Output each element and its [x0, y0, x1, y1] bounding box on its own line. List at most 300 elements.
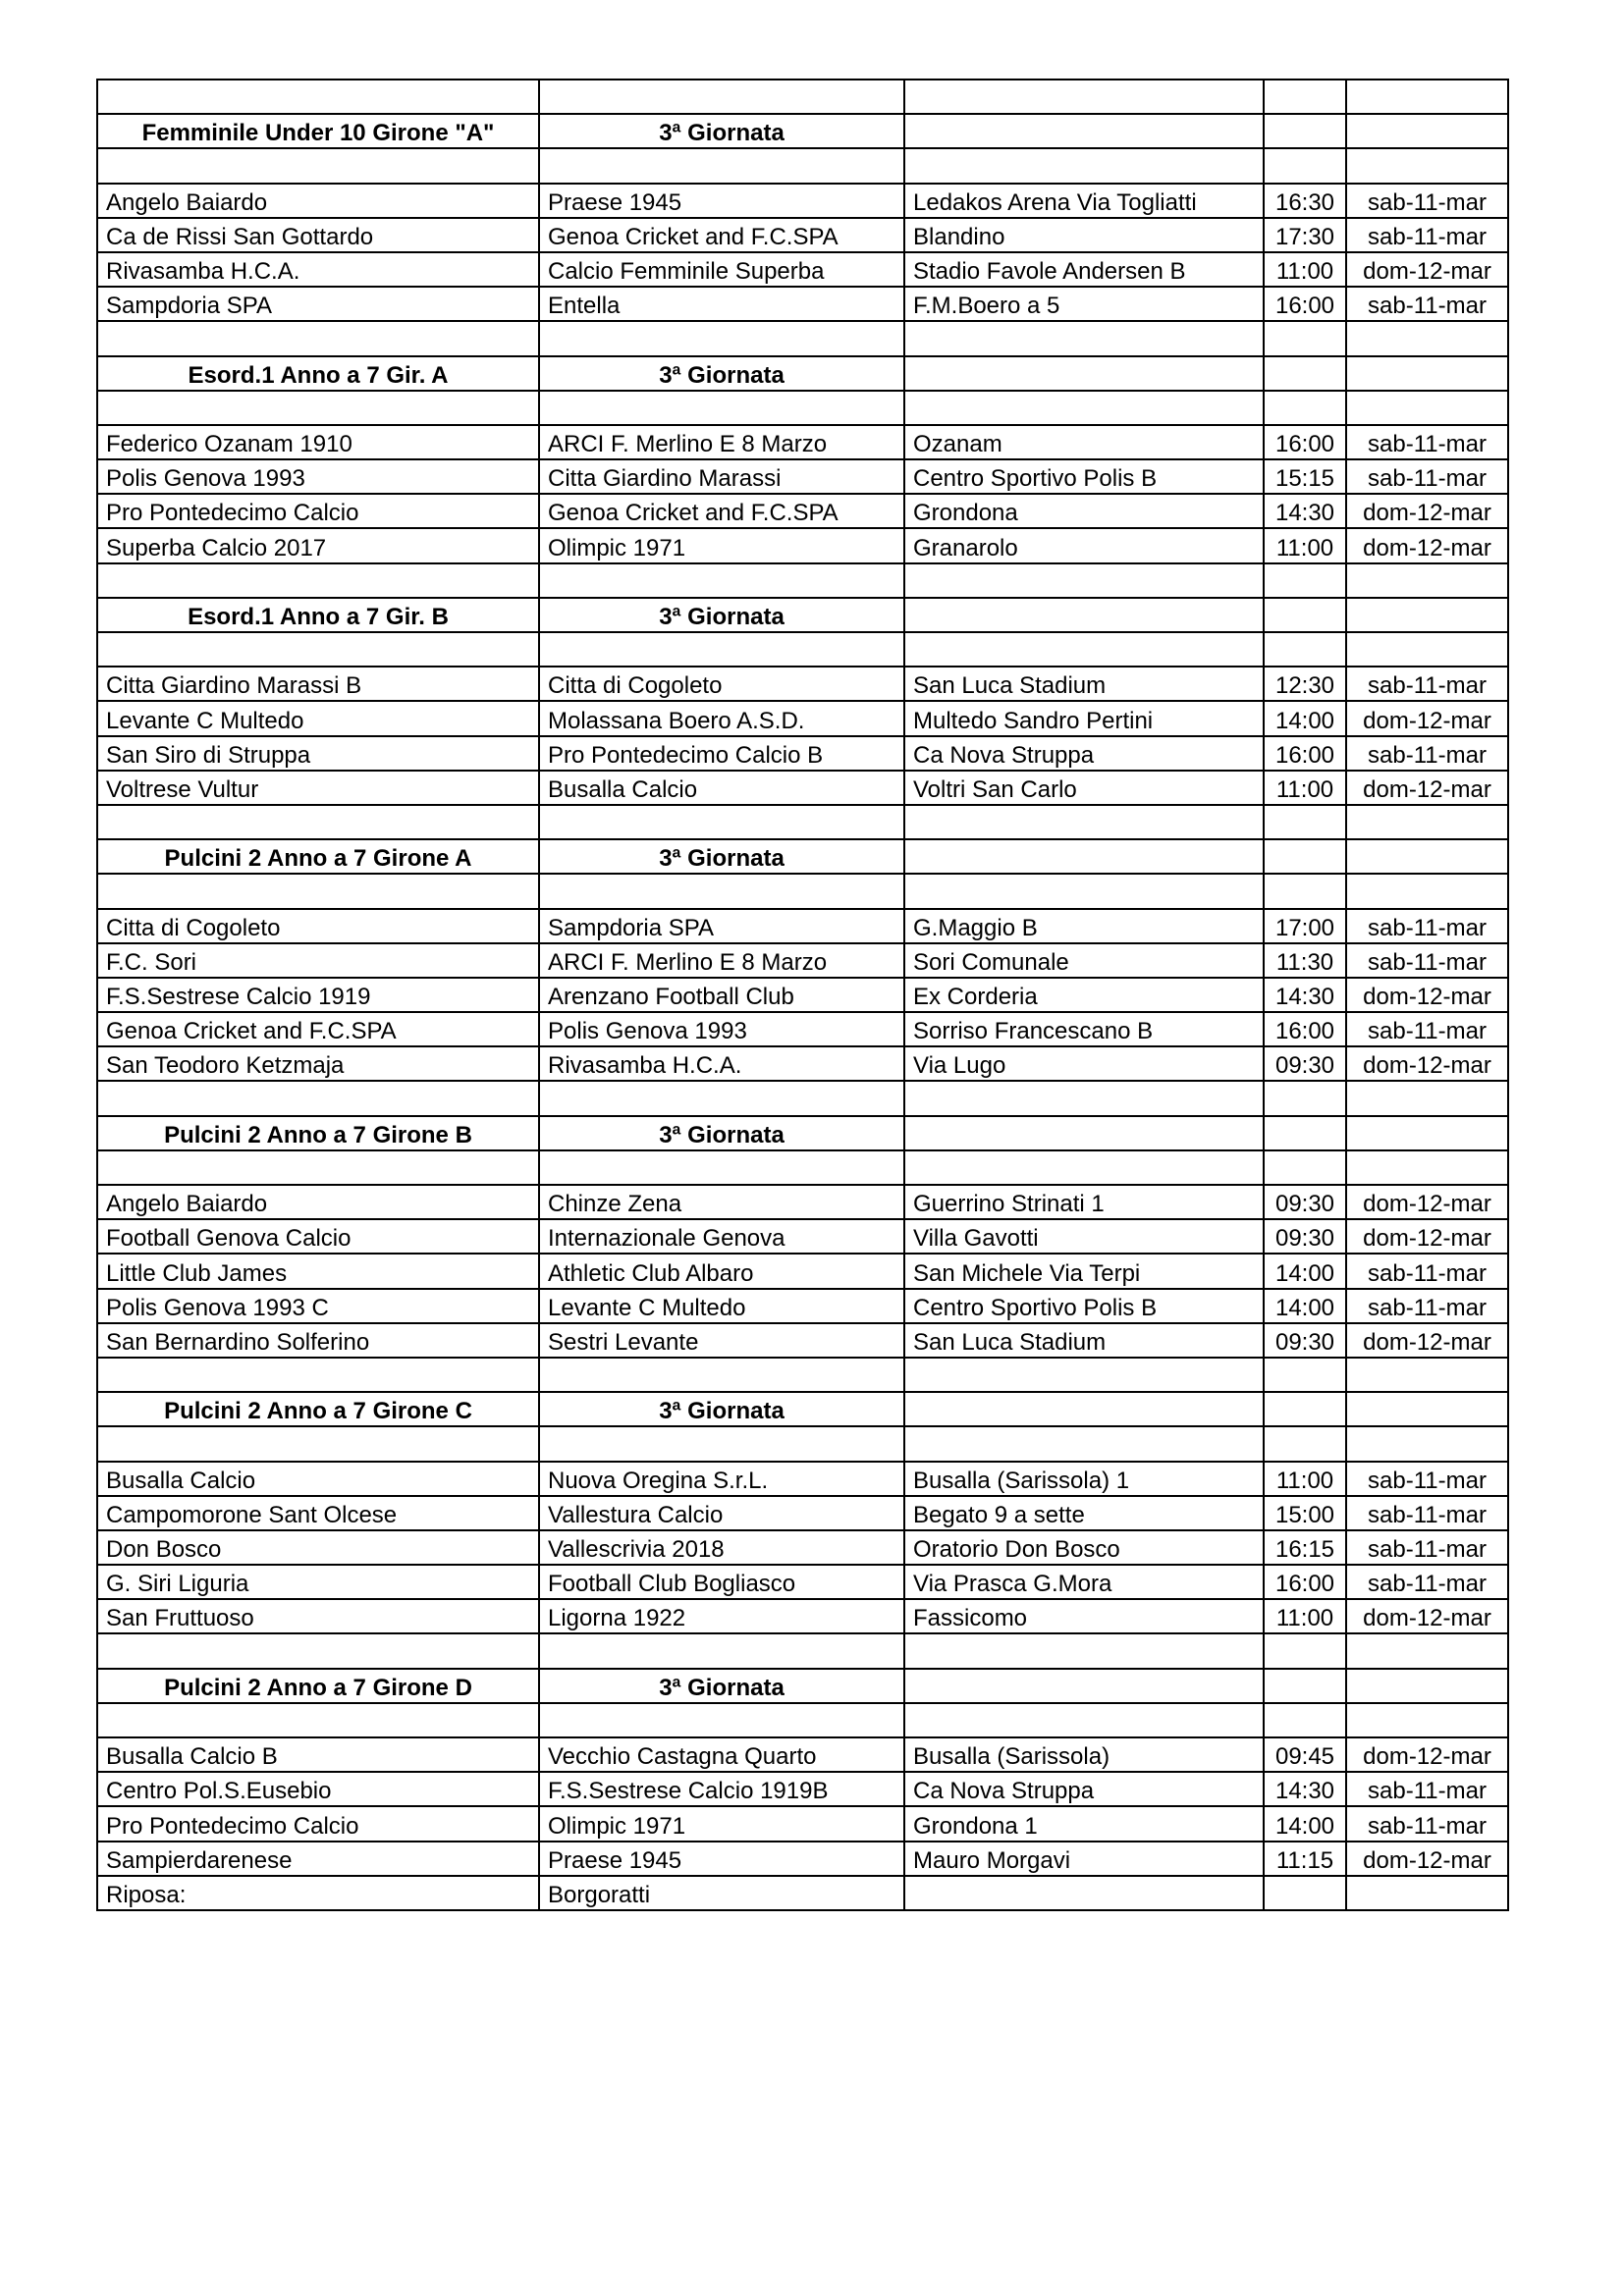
- empty-cell: [904, 598, 1264, 632]
- section-header-row: [97, 1392, 1508, 1426]
- empty-cell: [97, 321, 539, 355]
- away-team: Vallestura Calcio: [539, 1496, 904, 1530]
- empty-cell: [904, 391, 1264, 425]
- table-row: [97, 771, 1508, 805]
- empty-cell: [97, 1633, 539, 1668]
- venue: Busalla (Sarissola) 1: [904, 1462, 1264, 1496]
- home-team: Pro Pontedecimo Calcio: [97, 1806, 539, 1841]
- venue: Mauro Morgavi: [904, 1842, 1264, 1876]
- section-header-row: [97, 839, 1508, 874]
- empty-cell: [1346, 1703, 1508, 1737]
- empty-cell: [539, 632, 904, 667]
- away-team: Chinze Zena: [539, 1185, 904, 1219]
- empty-cell: [97, 805, 539, 839]
- away-team: Genoa Cricket and F.C.SPA: [539, 494, 904, 528]
- empty-cell: [539, 1081, 904, 1115]
- empty-cell: [539, 1426, 904, 1461]
- venue: Ozanam: [904, 425, 1264, 459]
- venue: San Michele Via Terpi: [904, 1254, 1264, 1288]
- empty-cell: [97, 1081, 539, 1115]
- table-row: [97, 1842, 1508, 1876]
- empty-cell: [1346, 1392, 1508, 1426]
- empty-cell: [1346, 1633, 1508, 1668]
- away-team: Football Club Bogliasco: [539, 1565, 904, 1599]
- match-date: dom-12-mar: [1346, 1046, 1508, 1081]
- table-row: [97, 667, 1508, 701]
- table-row: [97, 701, 1508, 735]
- empty-cell: [904, 1633, 1264, 1668]
- table-row: [97, 459, 1508, 494]
- section-title: Pulcini 2 Anno a 7 Girone C: [97, 1392, 539, 1426]
- match-date: sab-11-mar: [1346, 1530, 1508, 1565]
- venue: Grondona 1: [904, 1806, 1264, 1841]
- venue: G.Maggio B: [904, 909, 1264, 943]
- empty-cell: [904, 874, 1264, 908]
- section-header-row: [97, 114, 1508, 148]
- section-title: Pulcini 2 Anno a 7 Girone B: [97, 1116, 539, 1150]
- table-row: [97, 1496, 1508, 1530]
- empty-cell: [1264, 356, 1346, 391]
- away-team: Molassana Boero A.S.D.: [539, 701, 904, 735]
- home-team: Don Bosco: [97, 1530, 539, 1565]
- table-row: [97, 1530, 1508, 1565]
- away-team: Praese 1945: [539, 184, 904, 218]
- empty-cell: [1346, 805, 1508, 839]
- match-date: sab-11-mar: [1346, 1012, 1508, 1046]
- table-row: [97, 287, 1508, 321]
- fixtures-table: [96, 79, 1509, 1911]
- away-team: Ligorna 1922: [539, 1599, 904, 1633]
- away-team: Levante C Multedo: [539, 1289, 904, 1323]
- kickoff-time: 14:00: [1264, 1289, 1346, 1323]
- blank-row: [97, 805, 1508, 839]
- match-date: sab-11-mar: [1346, 736, 1508, 771]
- venue: Via Lugo: [904, 1046, 1264, 1081]
- table-row: [97, 943, 1508, 978]
- home-team: G. Siri Liguria: [97, 1565, 539, 1599]
- away-team: Calcio Femminile Superba: [539, 252, 904, 287]
- venue: Fassicomo: [904, 1599, 1264, 1633]
- rest-label: Riposa:: [97, 1876, 539, 1910]
- venue: F.M.Boero a 5: [904, 287, 1264, 321]
- match-date: sab-11-mar: [1346, 459, 1508, 494]
- empty-cell: [97, 80, 539, 114]
- venue: Oratorio Don Bosco: [904, 1530, 1264, 1565]
- empty-cell: [539, 1703, 904, 1737]
- empty-cell: [904, 356, 1264, 391]
- kickoff-time: 15:00: [1264, 1496, 1346, 1530]
- kickoff-time: 16:00: [1264, 736, 1346, 771]
- home-team: Superba Calcio 2017: [97, 528, 539, 562]
- empty-cell: [904, 1392, 1264, 1426]
- round-label: 3ª Giornata: [539, 598, 904, 632]
- empty-cell: [539, 321, 904, 355]
- away-team: Internazionale Genova: [539, 1219, 904, 1254]
- home-team: Genoa Cricket and F.C.SPA: [97, 1012, 539, 1046]
- empty-cell: [97, 632, 539, 667]
- table-row: [97, 218, 1508, 252]
- empty-cell: [1264, 1150, 1346, 1185]
- match-date: sab-11-mar: [1346, 218, 1508, 252]
- home-team: Ca de Rissi San Gottardo: [97, 218, 539, 252]
- kickoff-time: 09:30: [1264, 1046, 1346, 1081]
- empty-cell: [904, 1426, 1264, 1461]
- empty-cell: [1264, 1876, 1346, 1910]
- round-label: 3ª Giornata: [539, 839, 904, 874]
- venue: Sorriso Francescano B: [904, 1012, 1264, 1046]
- empty-cell: [904, 1669, 1264, 1703]
- table-row: [97, 1599, 1508, 1633]
- empty-cell: [1346, 632, 1508, 667]
- blank-row: [97, 1426, 1508, 1461]
- match-date: sab-11-mar: [1346, 1254, 1508, 1288]
- venue: Via Prasca G.Mora: [904, 1565, 1264, 1599]
- empty-cell: [1264, 1081, 1346, 1115]
- blank-row: [97, 80, 1508, 114]
- home-team: San Teodoro Ketzmaja: [97, 1046, 539, 1081]
- blank-row: [97, 632, 1508, 667]
- home-team: Polis Genova 1993: [97, 459, 539, 494]
- empty-cell: [539, 148, 904, 183]
- empty-cell: [1346, 1876, 1508, 1910]
- empty-cell: [97, 874, 539, 908]
- empty-cell: [1264, 805, 1346, 839]
- away-team: ARCI F. Merlino E 8 Marzo: [539, 425, 904, 459]
- venue: Grondona: [904, 494, 1264, 528]
- match-date: dom-12-mar: [1346, 1599, 1508, 1633]
- venue: Ca Nova Struppa: [904, 1772, 1264, 1806]
- empty-cell: [1264, 839, 1346, 874]
- round-label: 3ª Giornata: [539, 1392, 904, 1426]
- venue: San Luca Stadium: [904, 1323, 1264, 1358]
- kickoff-time: 12:30: [1264, 667, 1346, 701]
- empty-cell: [1264, 114, 1346, 148]
- empty-cell: [539, 874, 904, 908]
- venue: Stadio Favole Andersen B: [904, 252, 1264, 287]
- section-title: Pulcini 2 Anno a 7 Girone A: [97, 839, 539, 874]
- table-row: [97, 1289, 1508, 1323]
- empty-cell: [1264, 1669, 1346, 1703]
- empty-cell: [1264, 632, 1346, 667]
- away-team: Citta di Cogoleto: [539, 667, 904, 701]
- venue: Sori Comunale: [904, 943, 1264, 978]
- away-team: Busalla Calcio: [539, 771, 904, 805]
- match-date: dom-12-mar: [1346, 528, 1508, 562]
- blank-row: [97, 1703, 1508, 1737]
- match-date: sab-11-mar: [1346, 1462, 1508, 1496]
- table-row: [97, 425, 1508, 459]
- empty-cell: [1346, 391, 1508, 425]
- fixtures-body: [97, 80, 1508, 1910]
- home-team: Sampierdarenese: [97, 1842, 539, 1876]
- blank-row: [97, 1150, 1508, 1185]
- empty-cell: [904, 563, 1264, 598]
- empty-cell: [904, 805, 1264, 839]
- venue: Centro Sportivo Polis B: [904, 459, 1264, 494]
- kickoff-time: 11:00: [1264, 1462, 1346, 1496]
- venue: San Luca Stadium: [904, 667, 1264, 701]
- round-label: 3ª Giornata: [539, 114, 904, 148]
- match-date: dom-12-mar: [1346, 1185, 1508, 1219]
- match-date: dom-12-mar: [1346, 252, 1508, 287]
- empty-cell: [1346, 874, 1508, 908]
- empty-cell: [1346, 563, 1508, 598]
- kickoff-time: 17:00: [1264, 909, 1346, 943]
- empty-cell: [904, 632, 1264, 667]
- away-team: Athletic Club Albaro: [539, 1254, 904, 1288]
- kickoff-time: 16:00: [1264, 1565, 1346, 1599]
- empty-cell: [904, 1081, 1264, 1115]
- table-row: [97, 736, 1508, 771]
- away-team: Entella: [539, 287, 904, 321]
- round-label: 3ª Giornata: [539, 356, 904, 391]
- table-row: [97, 909, 1508, 943]
- table-row: [97, 528, 1508, 562]
- venue: Ledakos Arena Via Togliatti: [904, 184, 1264, 218]
- home-team: Polis Genova 1993 C: [97, 1289, 539, 1323]
- home-team: Angelo Baiardo: [97, 184, 539, 218]
- round-label: 3ª Giornata: [539, 1669, 904, 1703]
- empty-cell: [1346, 80, 1508, 114]
- empty-cell: [1346, 356, 1508, 391]
- kickoff-time: 09:45: [1264, 1737, 1346, 1772]
- table-row: [97, 1046, 1508, 1081]
- away-team: Vallescrivia 2018: [539, 1530, 904, 1565]
- table-row: [97, 1806, 1508, 1841]
- home-team: Sampdoria SPA: [97, 287, 539, 321]
- away-team: Genoa Cricket and F.C.SPA: [539, 218, 904, 252]
- empty-cell: [904, 1876, 1264, 1910]
- empty-cell: [1346, 114, 1508, 148]
- away-team: Nuova Oregina S.r.L.: [539, 1462, 904, 1496]
- match-date: sab-11-mar: [1346, 1289, 1508, 1323]
- kickoff-time: 14:00: [1264, 1254, 1346, 1288]
- empty-cell: [539, 391, 904, 425]
- venue: Multedo Sandro Pertini: [904, 701, 1264, 735]
- empty-cell: [904, 839, 1264, 874]
- match-date: dom-12-mar: [1346, 771, 1508, 805]
- table-row: [97, 1565, 1508, 1599]
- venue: Busalla (Sarissola): [904, 1737, 1264, 1772]
- empty-cell: [1346, 598, 1508, 632]
- blank-row: [97, 1081, 1508, 1115]
- empty-cell: [1346, 1426, 1508, 1461]
- kickoff-time: 14:30: [1264, 1772, 1346, 1806]
- match-date: sab-11-mar: [1346, 1806, 1508, 1841]
- kickoff-time: 16:00: [1264, 1012, 1346, 1046]
- home-team: Centro Pol.S.Eusebio: [97, 1772, 539, 1806]
- empty-cell: [539, 1150, 904, 1185]
- empty-cell: [539, 563, 904, 598]
- empty-cell: [1264, 874, 1346, 908]
- empty-cell: [1346, 321, 1508, 355]
- venue: Blandino: [904, 218, 1264, 252]
- home-team: Citta Giardino Marassi B: [97, 667, 539, 701]
- match-date: sab-11-mar: [1346, 1565, 1508, 1599]
- section-header-row: [97, 356, 1508, 391]
- match-date: dom-12-mar: [1346, 494, 1508, 528]
- home-team: Voltrese Vultur: [97, 771, 539, 805]
- empty-cell: [539, 1358, 904, 1392]
- empty-cell: [904, 114, 1264, 148]
- blank-row: [97, 391, 1508, 425]
- blank-row: [97, 563, 1508, 598]
- home-team: Pro Pontedecimo Calcio: [97, 494, 539, 528]
- match-date: dom-12-mar: [1346, 1842, 1508, 1876]
- away-team: Polis Genova 1993: [539, 1012, 904, 1046]
- kickoff-time: 14:00: [1264, 701, 1346, 735]
- match-date: dom-12-mar: [1346, 1219, 1508, 1254]
- venue: Centro Sportivo Polis B: [904, 1289, 1264, 1323]
- kickoff-time: 11:15: [1264, 1842, 1346, 1876]
- home-team: Campomorone Sant Olcese: [97, 1496, 539, 1530]
- away-team: Vecchio Castagna Quarto: [539, 1737, 904, 1772]
- venue: Begato 9 a sette: [904, 1496, 1264, 1530]
- kickoff-time: 14:00: [1264, 1806, 1346, 1841]
- table-row: [97, 1323, 1508, 1358]
- kickoff-time: 11:00: [1264, 252, 1346, 287]
- empty-cell: [1264, 148, 1346, 183]
- match-date: sab-11-mar: [1346, 1496, 1508, 1530]
- home-team: San Siro di Struppa: [97, 736, 539, 771]
- home-team: Citta di Cogoleto: [97, 909, 539, 943]
- kickoff-time: 09:30: [1264, 1185, 1346, 1219]
- kickoff-time: 16:30: [1264, 184, 1346, 218]
- away-team: ARCI F. Merlino E 8 Marzo: [539, 943, 904, 978]
- table-row: [97, 184, 1508, 218]
- match-date: sab-11-mar: [1346, 184, 1508, 218]
- match-date: sab-11-mar: [1346, 943, 1508, 978]
- match-date: dom-12-mar: [1346, 1323, 1508, 1358]
- match-date: sab-11-mar: [1346, 909, 1508, 943]
- kickoff-time: 17:30: [1264, 218, 1346, 252]
- empty-cell: [1264, 1358, 1346, 1392]
- section-header-row: [97, 598, 1508, 632]
- section-header-row: [97, 1669, 1508, 1703]
- blank-row: [97, 874, 1508, 908]
- home-team: Levante C Multedo: [97, 701, 539, 735]
- kickoff-time: 11:30: [1264, 943, 1346, 978]
- match-date: dom-12-mar: [1346, 701, 1508, 735]
- table-row: [97, 1219, 1508, 1254]
- section-title: Pulcini 2 Anno a 7 Girone D: [97, 1669, 539, 1703]
- empty-cell: [1264, 391, 1346, 425]
- empty-cell: [97, 1703, 539, 1737]
- empty-cell: [1346, 839, 1508, 874]
- empty-cell: [1346, 1669, 1508, 1703]
- empty-cell: [1346, 1150, 1508, 1185]
- empty-cell: [539, 805, 904, 839]
- home-team: Busalla Calcio B: [97, 1737, 539, 1772]
- kickoff-time: 15:15: [1264, 459, 1346, 494]
- empty-cell: [1264, 80, 1346, 114]
- venue: Ca Nova Struppa: [904, 736, 1264, 771]
- away-team: Rivasamba H.C.A.: [539, 1046, 904, 1081]
- venue: Ex Corderia: [904, 978, 1264, 1012]
- kickoff-time: 09:30: [1264, 1219, 1346, 1254]
- home-team: San Bernardino Solferino: [97, 1323, 539, 1358]
- home-team: F.C. Sori: [97, 943, 539, 978]
- empty-cell: [97, 1426, 539, 1461]
- blank-row: [97, 321, 1508, 355]
- home-team: Busalla Calcio: [97, 1462, 539, 1496]
- empty-cell: [904, 1116, 1264, 1150]
- away-team: Olimpic 1971: [539, 528, 904, 562]
- home-team: Rivasamba H.C.A.: [97, 252, 539, 287]
- kickoff-time: 11:00: [1264, 528, 1346, 562]
- section-title: Esord.1 Anno a 7 Gir. B: [97, 598, 539, 632]
- empty-cell: [1264, 1703, 1346, 1737]
- kickoff-time: 16:00: [1264, 425, 1346, 459]
- home-team: Little Club James: [97, 1254, 539, 1288]
- empty-cell: [904, 1150, 1264, 1185]
- table-row: [97, 494, 1508, 528]
- home-team: Angelo Baiardo: [97, 1185, 539, 1219]
- away-team: Citta Giardino Marassi: [539, 459, 904, 494]
- rest-team: Borgoratti: [539, 1876, 904, 1910]
- section-header-row: [97, 1116, 1508, 1150]
- home-team: Federico Ozanam 1910: [97, 425, 539, 459]
- empty-cell: [1264, 563, 1346, 598]
- table-row: [97, 1254, 1508, 1288]
- rest-row: [97, 1876, 1508, 1910]
- empty-cell: [1346, 148, 1508, 183]
- away-team: F.S.Sestrese Calcio 1919B: [539, 1772, 904, 1806]
- empty-cell: [1346, 1358, 1508, 1392]
- kickoff-time: 16:00: [1264, 287, 1346, 321]
- blank-row: [97, 148, 1508, 183]
- kickoff-time: 11:00: [1264, 771, 1346, 805]
- empty-cell: [904, 1358, 1264, 1392]
- empty-cell: [904, 1703, 1264, 1737]
- table-row: [97, 1737, 1508, 1772]
- match-date: dom-12-mar: [1346, 1737, 1508, 1772]
- empty-cell: [904, 148, 1264, 183]
- table-row: [97, 1772, 1508, 1806]
- kickoff-time: 11:00: [1264, 1599, 1346, 1633]
- venue: Voltri San Carlo: [904, 771, 1264, 805]
- empty-cell: [97, 148, 539, 183]
- empty-cell: [1264, 1392, 1346, 1426]
- home-team: F.S.Sestrese Calcio 1919: [97, 978, 539, 1012]
- empty-cell: [904, 321, 1264, 355]
- match-date: dom-12-mar: [1346, 978, 1508, 1012]
- section-title: Esord.1 Anno a 7 Gir. A: [97, 356, 539, 391]
- empty-cell: [1264, 1426, 1346, 1461]
- kickoff-time: 14:30: [1264, 494, 1346, 528]
- away-team: Olimpic 1971: [539, 1806, 904, 1841]
- home-team: Football Genova Calcio: [97, 1219, 539, 1254]
- blank-row: [97, 1358, 1508, 1392]
- empty-cell: [1346, 1081, 1508, 1115]
- empty-cell: [1264, 598, 1346, 632]
- venue: Granarolo: [904, 528, 1264, 562]
- match-date: sab-11-mar: [1346, 287, 1508, 321]
- empty-cell: [97, 391, 539, 425]
- table-row: [97, 252, 1508, 287]
- match-date: sab-11-mar: [1346, 1772, 1508, 1806]
- match-date: sab-11-mar: [1346, 667, 1508, 701]
- away-team: Sampdoria SPA: [539, 909, 904, 943]
- empty-cell: [97, 563, 539, 598]
- empty-cell: [97, 1358, 539, 1392]
- table-row: [97, 1185, 1508, 1219]
- empty-cell: [1264, 321, 1346, 355]
- away-team: Praese 1945: [539, 1842, 904, 1876]
- match-date: sab-11-mar: [1346, 425, 1508, 459]
- section-title: Femminile Under 10 Girone "A": [97, 114, 539, 148]
- empty-cell: [539, 80, 904, 114]
